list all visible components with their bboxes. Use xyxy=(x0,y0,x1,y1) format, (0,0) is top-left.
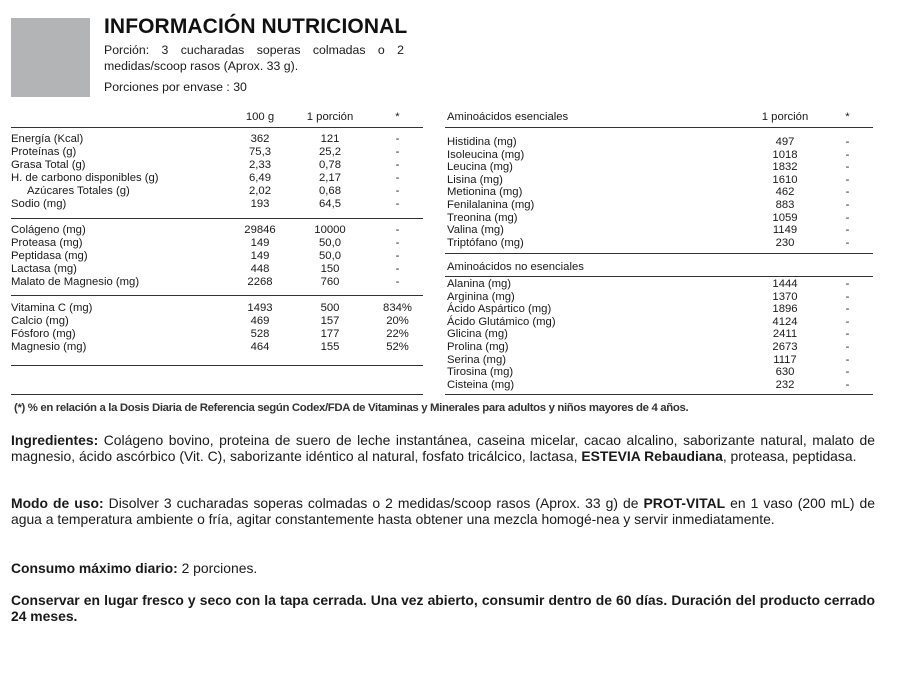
max-daily-paragraph xyxy=(11,560,875,576)
value-per-100g: 528 xyxy=(250,328,270,340)
amino-acid-name: Leucina (mg) xyxy=(447,161,513,174)
table-row xyxy=(0,149,880,162)
value-percent: - xyxy=(395,172,400,184)
value-per-portion: 50,0 xyxy=(319,237,341,249)
value-percent: - xyxy=(845,211,850,224)
ingredients-label: Ingredientes: xyxy=(11,432,99,448)
value-per-portion: 462 xyxy=(775,186,795,199)
col-header-percent: * xyxy=(845,111,850,123)
nutrient-name: Lactasa (mg) xyxy=(11,263,77,275)
table-row xyxy=(0,303,880,316)
value-percent: - xyxy=(395,237,400,249)
amino-acid-name: Cisteina (mg) xyxy=(447,378,515,391)
table-row xyxy=(0,354,880,367)
col-header-100g: 100 g xyxy=(245,111,275,123)
value-per-100g: 469 xyxy=(250,315,270,327)
value-per-100g: 2268 xyxy=(247,276,273,288)
value-percent: 20% xyxy=(386,315,409,327)
product-color-swatch xyxy=(11,18,90,97)
ingredients-text: Colágeno bovino, proteina de suero de leche instantánea, caseina micelar, cacao alcalino, saborizante natural, malato de magnesio, ácido ascórbico (Vit. C), saborizante idéntico al natural, fosfato tricálcico, lactasa, xyxy=(11,432,875,464)
nutrient-name: Azúcares Totales (g) xyxy=(27,185,130,197)
amino-acid-name: Ácido Glutámico (mg) xyxy=(447,315,556,328)
nutrient-name: Calcio (mg) xyxy=(11,315,69,327)
amino-acid-name: Lisina (mg) xyxy=(447,173,503,186)
value-per-100g: 6,49 xyxy=(249,172,271,184)
value-percent: - xyxy=(845,161,850,174)
value-per-portion: 1370 xyxy=(772,290,798,303)
value-percent: - xyxy=(395,159,400,171)
table-row xyxy=(0,161,880,174)
table-row xyxy=(0,224,880,237)
page-title: INFORMACIÓN NUTRICIONAL xyxy=(104,15,408,38)
amino-acid-name: Arginina (mg) xyxy=(447,290,515,303)
amino-acid-name: Valina (mg) xyxy=(447,224,504,237)
value-per-portion: 64,5 xyxy=(319,198,341,210)
value-per-portion: 230 xyxy=(775,236,795,249)
value-percent: - xyxy=(845,186,850,199)
essential-section-title: Aminoácidos esenciales xyxy=(447,111,569,123)
table-row xyxy=(0,199,880,212)
value-percent: - xyxy=(395,250,400,262)
amino-acid-name: Metionina (mg) xyxy=(447,186,523,199)
amino-acid-name: Histidina (mg) xyxy=(447,136,517,148)
value-percent: - xyxy=(395,146,400,158)
value-per-portion: 1117 xyxy=(773,353,797,366)
value-percent: - xyxy=(845,224,850,237)
value-per-portion: 177 xyxy=(320,328,340,340)
value-per-portion: 497 xyxy=(775,136,795,148)
value-percent: 834% xyxy=(383,302,412,314)
nutrient-name: Proteasa (mg) xyxy=(11,237,83,249)
value-per-portion: 630 xyxy=(775,366,795,379)
usage-paragraph xyxy=(11,495,875,527)
table-divider xyxy=(445,394,873,395)
nutrient-name: Peptidasa (mg) xyxy=(11,250,88,262)
value-per-100g: 448 xyxy=(250,263,270,275)
value-per-100g: 149 xyxy=(250,250,270,262)
value-per-100g: 362 xyxy=(250,133,270,145)
value-per-portion: 1610 xyxy=(772,173,798,186)
value-percent: - xyxy=(845,173,850,186)
ingredients-paragraph xyxy=(11,432,875,464)
value-per-portion: 121 xyxy=(320,133,340,145)
value-per-portion: 760 xyxy=(320,276,340,288)
amino-acid-name: Triptófano (mg) xyxy=(447,236,524,249)
nutrient-name: Colágeno (mg) xyxy=(11,224,86,236)
value-percent: - xyxy=(845,278,850,290)
table-divider xyxy=(11,127,423,128)
table-row xyxy=(0,237,880,250)
value-percent: - xyxy=(845,378,850,391)
value-per-portion: 0,68 xyxy=(319,185,341,197)
table-row xyxy=(0,366,880,379)
amino-acid-name: Alanina (mg) xyxy=(447,278,512,290)
value-per-portion: 25,2 xyxy=(319,146,341,158)
value-percent: - xyxy=(845,290,850,303)
value-per-portion: 10000 xyxy=(314,224,346,236)
nutrient-name: Sodio (mg) xyxy=(11,198,67,210)
table-divider xyxy=(445,127,873,128)
nutrient-name: Vitamina C (mg) xyxy=(11,302,93,314)
amino-acid-name: Prolina (mg) xyxy=(447,341,509,353)
nutrient-name: Magnesio (mg) xyxy=(11,341,87,353)
amino-acid-name: Tirosina (mg) xyxy=(447,366,514,379)
value-per-portion: 2,17 xyxy=(319,172,341,184)
value-per-portion: 1832 xyxy=(772,161,798,174)
footnote: (*) % en relación a la Dosis Diaria de Referencia según Codex/FDA de Vitaminas y Minerales para adultos y niños mayores de 4 años. xyxy=(14,402,689,414)
value-percent: - xyxy=(845,315,850,328)
value-per-portion: 150 xyxy=(320,263,340,275)
nutrient-name: Malato de Magnesio (mg) xyxy=(11,276,140,288)
value-per-portion: 883 xyxy=(775,199,795,211)
ingredients-highlight: ESTEVIA Rebaudiana xyxy=(581,448,723,464)
amino-acid-name: Fenilalanina (mg) xyxy=(447,199,535,211)
value-percent: - xyxy=(395,263,400,275)
value-per-portion: 2411 xyxy=(772,328,798,341)
table-row xyxy=(0,328,880,341)
value-per-portion: 155 xyxy=(320,341,340,353)
table-divider xyxy=(445,253,873,254)
value-per-100g: 149 xyxy=(250,237,270,249)
col-header-portion: 1 porción xyxy=(761,111,809,123)
usage-label: Modo de uso: xyxy=(11,495,104,511)
table-row xyxy=(0,341,880,354)
value-percent: - xyxy=(395,133,400,145)
value-percent: 22% xyxy=(386,328,409,340)
value-per-portion: 50,0 xyxy=(319,250,341,262)
value-per-portion: 232 xyxy=(775,378,795,391)
nonessential-section-title: Aminoácidos no esenciales xyxy=(447,261,584,273)
table-divider xyxy=(11,394,423,395)
nutrient-name: Fósforo (mg) xyxy=(11,328,76,340)
value-percent: - xyxy=(845,353,850,366)
usage-text-end: en 1 vaso (200 mL) de agua a temperatura ambiente o fría, agitar constantemente hasta obtener una mezcla homogé-nea y servir inmediatamente. xyxy=(11,495,875,527)
value-per-100g: 464 xyxy=(250,341,270,353)
table-row xyxy=(0,278,880,291)
value-percent: - xyxy=(395,224,400,236)
table-row xyxy=(0,379,880,392)
amino-acid-name: Ácido Aspártico (mg) xyxy=(447,303,552,316)
value-per-portion: 1896 xyxy=(772,303,798,316)
table-row xyxy=(0,186,880,199)
value-percent: - xyxy=(395,198,400,210)
value-percent: - xyxy=(845,236,850,249)
storage-paragraph: Conservar en lugar fresco y seco con la tapa cerrada. Una vez abierto, consumir dentro de 60 días. Duración del producto cerrado 24 meses. xyxy=(11,592,875,624)
amino-acid-name: Serina (mg) xyxy=(447,353,507,366)
table-row xyxy=(0,136,880,149)
value-percent: - xyxy=(845,366,850,379)
value-per-portion: 1444 xyxy=(772,278,798,290)
table-row xyxy=(0,174,880,187)
value-percent: - xyxy=(845,328,850,341)
value-percent: - xyxy=(845,136,850,148)
value-per-100g: 75,3 xyxy=(249,146,271,158)
value-per-portion: 1018 xyxy=(772,148,798,161)
table-divider xyxy=(445,276,873,277)
value-per-portion: 1149 xyxy=(772,224,798,237)
portion-description: Porción: 3 cucharadas soperas colmadas o 2 medidas/scoop rasos (Aprox. 33 g). xyxy=(104,43,404,73)
value-per-portion: 0,78 xyxy=(319,159,341,171)
col-header-portion: 1 porción xyxy=(306,111,354,123)
value-per-100g: 2,33 xyxy=(249,159,271,171)
value-percent: - xyxy=(845,199,850,211)
usage-text: Disolver 3 cucharadas soperas colmadas o 2 medidas/scoop rasos (Aprox. 33 g) de xyxy=(103,495,644,511)
max-daily-label: Consumo máximo diario: xyxy=(11,560,178,576)
nutrient-name: Energía (Kcal) xyxy=(11,133,84,145)
value-per-100g: 193 xyxy=(250,198,270,210)
col-header-percent: * xyxy=(395,111,400,123)
value-percent: - xyxy=(845,303,850,316)
value-percent: - xyxy=(845,341,850,353)
ingredients-text-end: , proteasa, peptidasa. xyxy=(722,448,857,464)
max-daily-text: 2 porciones. xyxy=(177,560,258,576)
product-name: PROT-VITAL xyxy=(643,495,726,511)
servings-per-container: Porciones por envase : 30 xyxy=(104,80,247,94)
value-percent: 52% xyxy=(386,341,409,353)
value-percent: - xyxy=(395,276,400,288)
value-percent: - xyxy=(395,185,400,197)
value-per-portion: 4124 xyxy=(772,315,798,328)
amino-table-header xyxy=(0,111,880,124)
value-per-portion: 157 xyxy=(320,315,340,327)
table-row xyxy=(0,291,880,304)
nutrient-name: Grasa Total (g) xyxy=(11,159,86,171)
amino-acid-name: Isoleucina (mg) xyxy=(447,148,525,161)
value-per-portion: 2673 xyxy=(772,341,798,353)
table-row xyxy=(0,316,880,329)
amino-acid-name: Glicina (mg) xyxy=(447,328,508,341)
value-per-100g: 2,02 xyxy=(249,185,271,197)
nonessential-section-header xyxy=(0,261,880,274)
amino-acid-name: Treonina (mg) xyxy=(447,211,518,224)
value-per-100g: 1493 xyxy=(247,302,273,314)
value-percent: - xyxy=(845,148,850,161)
value-per-portion: 500 xyxy=(320,302,340,314)
nutrient-name: Proteínas (g) xyxy=(11,146,77,158)
value-per-100g: 29846 xyxy=(244,224,276,236)
value-per-portion: 1059 xyxy=(772,211,798,224)
nutrient-name: H. de carbono disponibles (g) xyxy=(11,172,159,184)
table-row xyxy=(0,212,880,225)
